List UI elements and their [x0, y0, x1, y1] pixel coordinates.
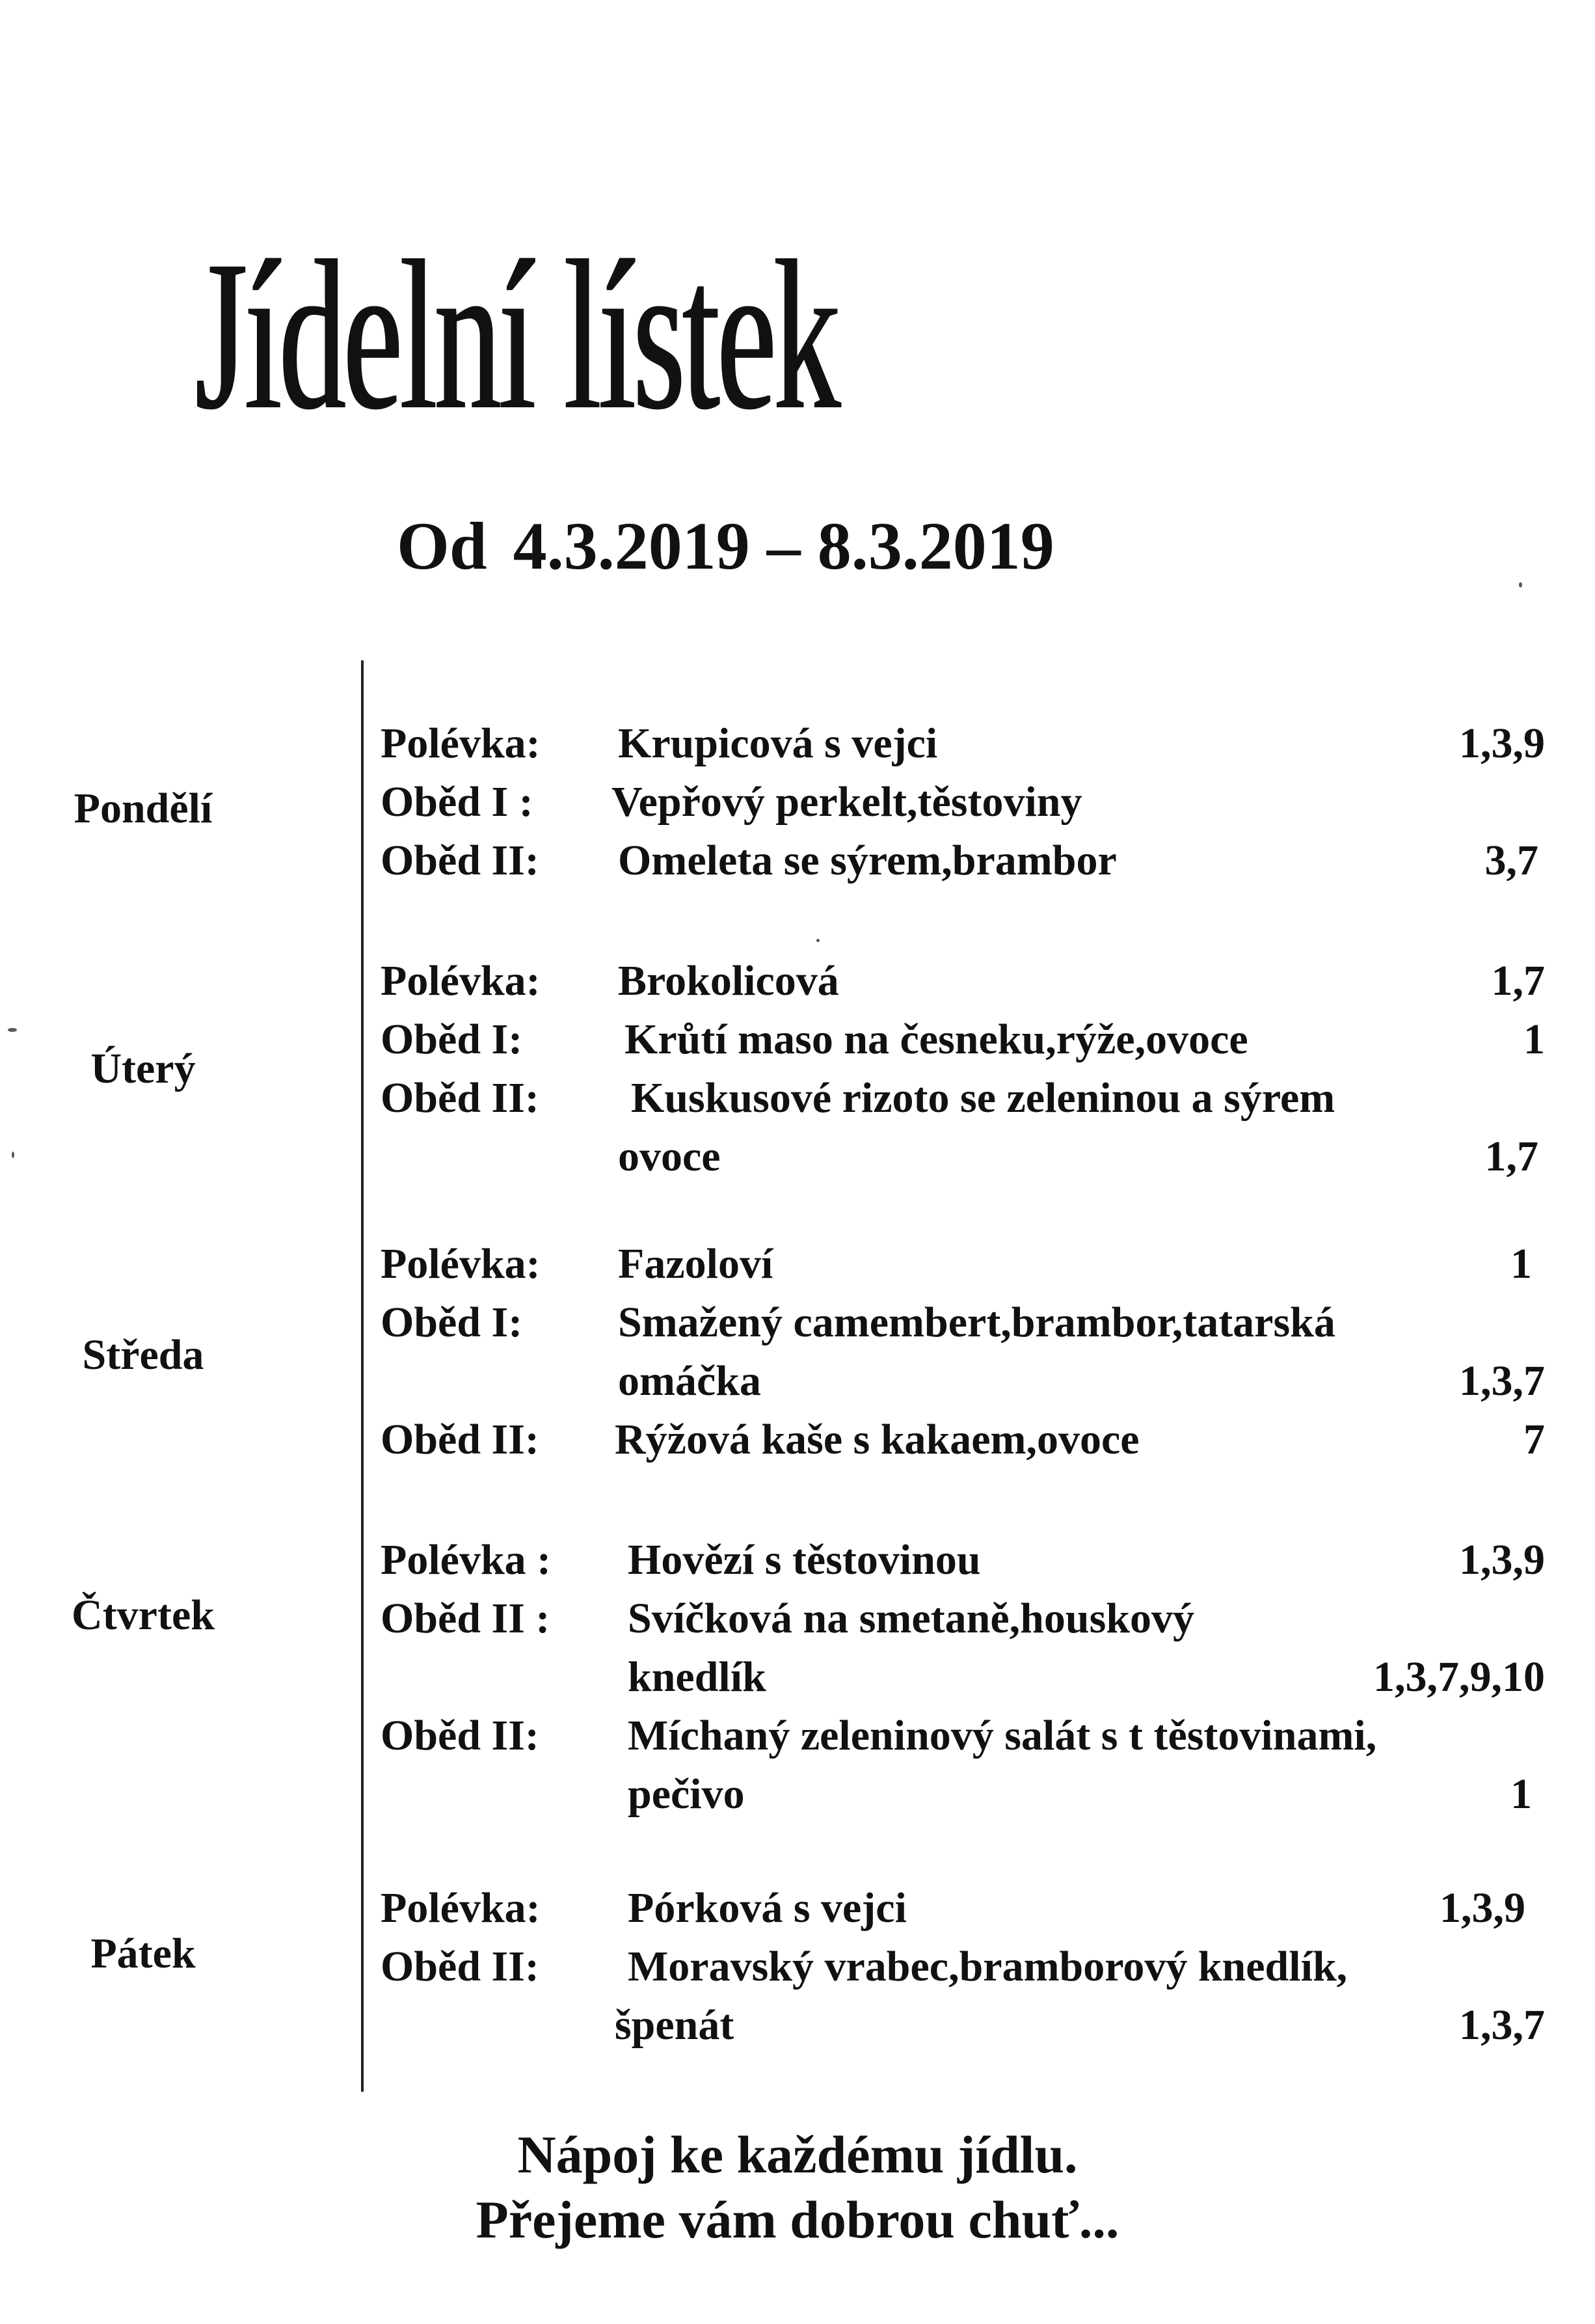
allergen-codes: 1,3,7 — [1459, 1357, 1545, 1405]
column-divider — [361, 660, 364, 2092]
footer-wishes: Přejeme vám dobrou chuť... — [476, 2190, 1119, 2249]
row-label: Oběd II: — [381, 1416, 539, 1463]
row-label: Oběd II: — [381, 1943, 539, 1990]
row-dish: omáčka — [618, 1357, 761, 1405]
menu-row — [381, 1653, 1545, 1711]
day-thursday: Čtvrtek — [72, 1591, 215, 1639]
row-dish: knedlík — [628, 1653, 766, 1701]
row-label: Polévka: — [381, 720, 541, 767]
menu-title: Jídelní lístek — [195, 217, 838, 455]
row-dish: Kuskusové rizoto se zeleninou a sýrem — [631, 1074, 1335, 1122]
row-dish: Brokolicová — [618, 957, 839, 1005]
menu-row — [381, 1298, 1545, 1357]
row-dish: špenát — [615, 2001, 734, 2049]
row-dish: Omeleta se sýrem,brambor — [618, 837, 1117, 884]
menu-row — [381, 1415, 1545, 1474]
allergen-codes: 1,3,7 — [1459, 2001, 1545, 2049]
menu-row — [381, 1942, 1545, 2001]
date-range — [397, 507, 1054, 585]
menu-row — [381, 1239, 1545, 1298]
menu-row — [381, 1884, 1545, 1942]
allergen-codes: 3,7 — [1484, 837, 1538, 884]
allergen-codes: 1,3,9 — [1459, 720, 1545, 767]
day-monday: Pondělí — [74, 785, 213, 832]
menu-row — [381, 956, 1545, 1015]
scan-speck — [1519, 582, 1522, 588]
menu-row — [381, 777, 1545, 836]
allergen-codes: 1 — [1510, 1770, 1532, 1818]
row-label: Polévka: — [381, 1240, 541, 1288]
menu-row — [381, 1594, 1545, 1653]
row-dish: Fazoloví — [618, 1240, 773, 1288]
row-label: Oběd II: — [381, 837, 539, 884]
row-dish: ovoce — [618, 1133, 721, 1180]
allergen-codes: 1,7 — [1491, 957, 1545, 1005]
allergen-codes: 1,3,7,9,10 — [1373, 1653, 1545, 1701]
menu-row — [381, 719, 1545, 777]
date-range-prefix: Od — [397, 509, 487, 584]
menu-row — [381, 1770, 1545, 1828]
allergen-codes: 7 — [1523, 1416, 1545, 1463]
row-label: Oběd I: — [381, 1299, 523, 1346]
scan-speck — [12, 1152, 14, 1158]
row-dish: Vepřový perkelt,těstoviny — [611, 778, 1082, 826]
menu-row — [381, 836, 1545, 895]
day-wednesday: Středa — [82, 1331, 204, 1379]
row-dish: Míchaný zeleninový salát s t těstovinami, — [628, 1712, 1377, 1759]
row-label: Oběd I : — [381, 778, 533, 826]
row-label: Oběd I: — [381, 1016, 523, 1063]
row-dish: Moravský vrabec,bramborový knedlík, — [628, 1943, 1348, 1990]
menu-row — [381, 1074, 1545, 1132]
menu-row — [381, 1711, 1545, 1770]
row-dish: Krupicová s vejci — [618, 720, 938, 767]
menu-row — [381, 1535, 1545, 1594]
date-range-value: 4.3.2019 – 8.3.2019 — [513, 509, 1054, 584]
menu-row — [381, 1015, 1545, 1074]
row-dish: Svíčková na smetaně,houskový — [628, 1595, 1194, 1642]
scan-speck — [8, 1028, 17, 1032]
footer-drink-note: Nápoj ke každému jídlu. — [517, 2125, 1078, 2184]
allergen-codes: 1 — [1523, 1016, 1545, 1063]
scan-speck — [816, 939, 820, 942]
row-label: Polévka : — [381, 1536, 552, 1584]
row-label: Polévka: — [381, 957, 541, 1005]
menu-row — [381, 2001, 1545, 2059]
row-dish: pečivo — [628, 1770, 745, 1818]
row-dish: Pórková s vejci — [628, 1884, 907, 1932]
day-friday: Pátek — [90, 1930, 196, 1977]
allergen-codes: 1,3,9 — [1440, 1884, 1525, 1932]
row-label: Polévka: — [381, 1884, 541, 1932]
row-label: Oběd II : — [381, 1595, 550, 1642]
allergen-codes: 1 — [1510, 1240, 1532, 1288]
allergen-codes: 1,3,9 — [1459, 1536, 1545, 1584]
allergen-codes: 1,7 — [1484, 1133, 1538, 1180]
row-label: Oběd II: — [381, 1074, 539, 1122]
row-label: Oběd II: — [381, 1712, 539, 1759]
row-dish: Krůtí maso na česneku,rýže,ovoce — [624, 1016, 1248, 1063]
row-dish: Smažený camembert,brambor,tatarská — [618, 1299, 1335, 1346]
menu-row — [381, 1357, 1545, 1415]
menu-row — [381, 1132, 1545, 1191]
row-dish: Hovězí s těstovinou — [628, 1536, 981, 1584]
row-dish: Rýžová kaše s kakaem,ovoce — [615, 1416, 1140, 1463]
day-tuesday: Úterý — [90, 1045, 196, 1092]
